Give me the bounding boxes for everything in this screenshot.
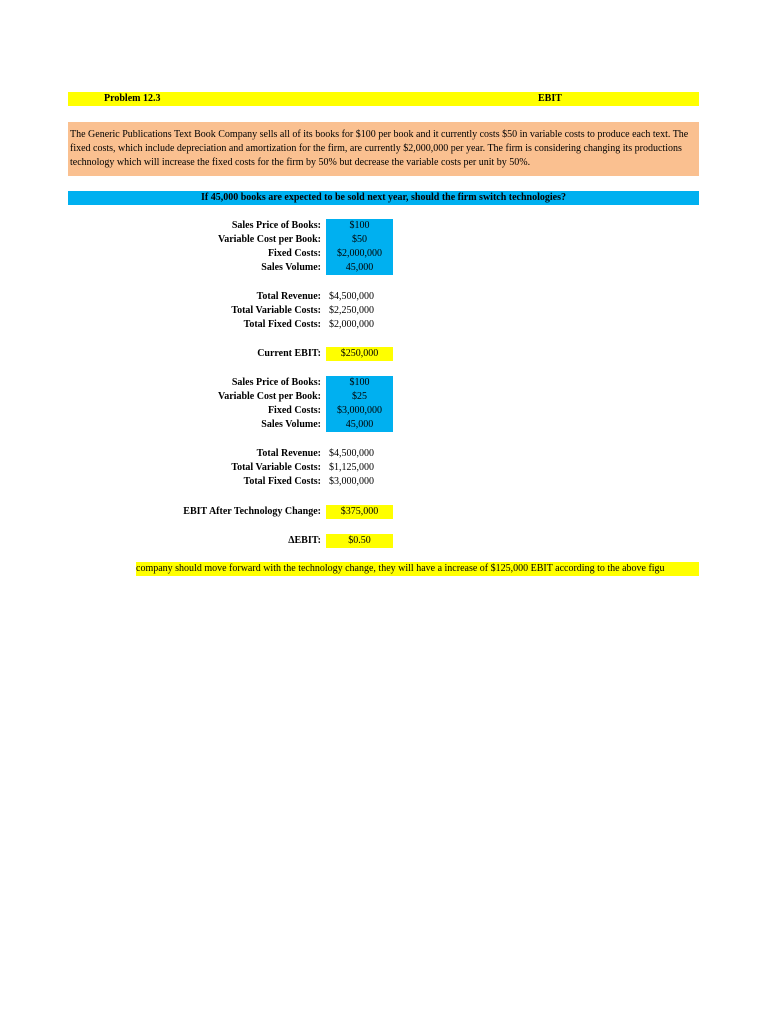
input-label: Variable Cost per Book: [217, 391, 321, 402]
delta-ebit-cell[interactable]: $0.50 [326, 534, 393, 548]
input-label: Fixed Costs: [267, 405, 321, 416]
changed-ebit-cell[interactable]: $375,000 [326, 505, 393, 519]
current-input-row [160, 247, 400, 261]
total-cell[interactable]: $2,000,000 [329, 319, 374, 330]
current-total-row [160, 290, 400, 304]
total-label: Total Revenue: [256, 291, 321, 302]
ebit-label: EBIT After Technology Change: [183, 506, 321, 517]
changed-input-row [160, 376, 400, 390]
changed-input-row [160, 390, 400, 404]
delta-ebit-label: ΔEBIT: [288, 535, 321, 546]
topic-title: EBIT [538, 93, 562, 104]
current-total-row [160, 318, 400, 332]
input-cell[interactable]: 45,000 [326, 261, 393, 275]
input-cell[interactable]: $3,000,000 [326, 404, 393, 418]
current-input-row [160, 261, 400, 275]
input-cell[interactable]: $25 [326, 390, 393, 404]
ebit-label: Current EBIT: [257, 348, 321, 359]
total-cell[interactable]: $4,500,000 [329, 448, 374, 459]
input-cell[interactable]: $100 [326, 219, 393, 233]
total-label: Total Variable Costs: [231, 305, 321, 316]
input-label: Sales Volume: [261, 419, 321, 430]
input-label: Fixed Costs: [267, 248, 321, 259]
changed-input-row [160, 404, 400, 418]
input-cell[interactable]: $2,000,000 [326, 247, 393, 261]
conclusion-text[interactable]: company should move forward with the technology change, they will have a increase of $125,000 EBIT according to the above figu [136, 562, 699, 576]
problem-description: The Generic Publications Text Book Company sells all of its books for $100 per book and it currently costs $50 in variable costs to produce each text. The fixed costs, which include depreciation and amortization for the firm, are currently $2,000,000 per year. The firm is considering changing its productions technology which will increase the fixed costs for the firm by 50% but decrease the variable costs per unit by 50%. [68, 122, 699, 176]
changed-total-row [160, 461, 400, 475]
current-ebit-cell[interactable]: $250,000 [326, 347, 393, 361]
delta-ebit-row [160, 534, 400, 548]
total-label: Total Variable Costs: [231, 462, 321, 473]
changed-ebit-row [160, 505, 400, 519]
current-input-row [160, 219, 400, 233]
input-cell[interactable]: 45,000 [326, 418, 393, 432]
total-cell[interactable]: $4,500,000 [329, 291, 374, 302]
total-cell[interactable]: $1,125,000 [329, 462, 374, 473]
total-cell[interactable]: $2,250,000 [329, 305, 374, 316]
problem-number: Problem 12.3 [104, 93, 161, 104]
total-cell[interactable]: $3,000,000 [329, 476, 374, 487]
question-bar: If 45,000 books are expected to be sold next year, should the firm switch technologies? [68, 191, 699, 205]
current-total-row [160, 304, 400, 318]
total-label: Total Fixed Costs: [243, 319, 321, 330]
input-label: Sales Price of Books: [231, 377, 321, 388]
changed-total-row [160, 475, 400, 489]
input-label: Variable Cost per Book: [217, 234, 321, 245]
current-ebit-row [160, 347, 400, 361]
input-label: Sales Volume: [261, 262, 321, 273]
changed-input-row [160, 418, 400, 432]
input-cell[interactable]: $50 [326, 233, 393, 247]
title-bar [68, 92, 699, 106]
input-label: Sales Price of Books: [231, 220, 321, 231]
input-cell[interactable]: $100 [326, 376, 393, 390]
total-label: Total Fixed Costs: [243, 476, 321, 487]
changed-total-row [160, 447, 400, 461]
current-input-row [160, 233, 400, 247]
total-label: Total Revenue: [256, 448, 321, 459]
